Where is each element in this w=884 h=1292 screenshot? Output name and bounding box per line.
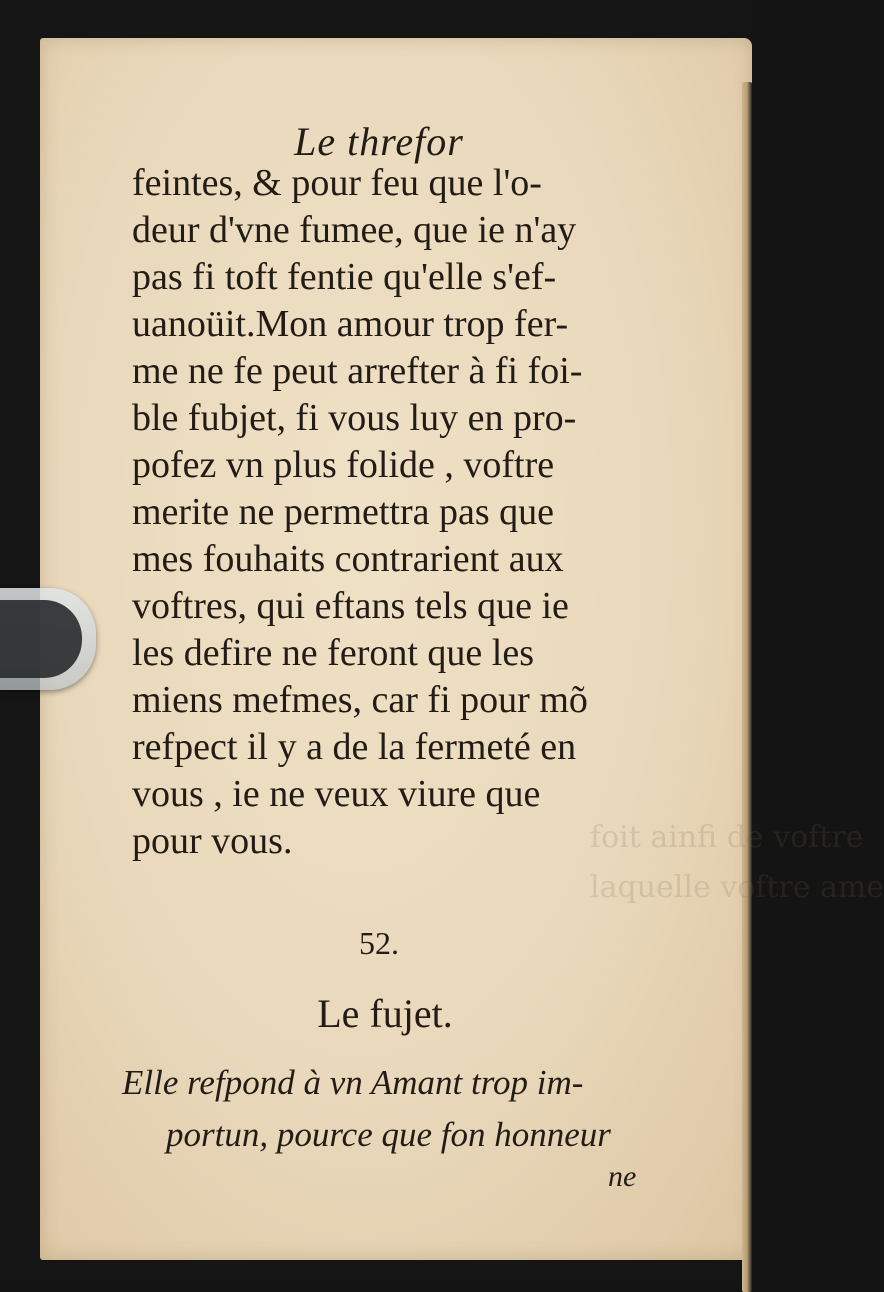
catchword: ne <box>608 1160 637 1193</box>
body-line: les defire ne feront que les <box>132 632 534 674</box>
body-line: miens mefmes, car fi pour mõ <box>132 679 588 721</box>
body-line: mes fouhaits contrarient aux <box>132 538 564 580</box>
section-heading: Le fujet. <box>317 991 453 1036</box>
body-line: vous , ie ne veux viure que <box>132 773 541 815</box>
running-header: Le threfor <box>294 119 464 164</box>
bleed-through-text: foit ainfi de voftre <box>590 820 864 855</box>
page-edge <box>742 82 752 1292</box>
body-line: voftres, qui eftans tels que ie <box>132 585 569 627</box>
body-line: uanoüit.Mon amour trop fer- <box>132 303 569 345</box>
section-number: 52. <box>359 925 399 961</box>
bleed-through-text: laquelle voftre ame <box>590 870 884 905</box>
argument-line: Elle refpond à vn Amant trop im- <box>122 1063 584 1102</box>
body-line: deur d'vne fumee, que ie n'ay <box>132 209 577 251</box>
body-line: feintes, & pour feu que l'o- <box>132 162 542 204</box>
book-clip <box>0 588 96 690</box>
body-line: refpect il y a de la fermeté en <box>132 726 577 768</box>
book-clip-shadow <box>0 600 82 678</box>
argument-text <box>122 1057 662 1161</box>
body-line: pofez vn plus folide , voftre <box>132 444 555 486</box>
argument-line: portun, pource que fon honneur <box>166 1115 611 1154</box>
body-text <box>132 160 672 865</box>
body-line: pour vous. <box>132 820 293 862</box>
body-line: pas fi toft fentie qu'elle s'ef- <box>132 256 557 298</box>
body-line: merite ne permettra pas que <box>132 491 555 533</box>
body-line: ble fubjet, fi vous luy en pro- <box>132 397 577 439</box>
body-line: me ne fe peut arrefter à fi foi- <box>132 350 583 392</box>
